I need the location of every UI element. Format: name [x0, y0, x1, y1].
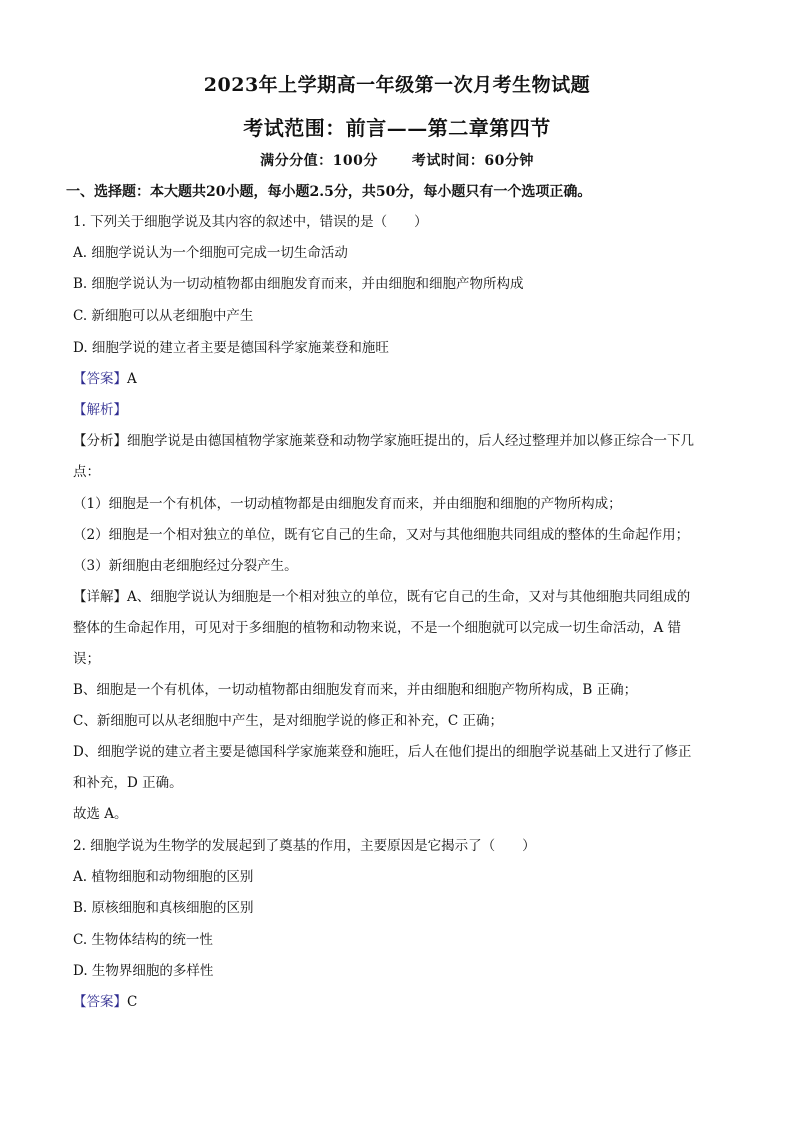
q1-detail-d-cont: 和补充，D 正确。	[73, 775, 183, 791]
q1-detail	[73, 587, 723, 607]
q2-option-c: C. 生物体结构的统一性	[73, 932, 213, 948]
q2-stem: 2. 细胞学说为生物学的发展起到了奠基的作用，主要原因是它揭示了（ ）	[73, 838, 536, 854]
q1-option-a: A. 细胞学说认为一个细胞可完成一切生命活动	[73, 245, 348, 261]
q1-detail-d: D、细胞学说的建立者主要是德国科学家施莱登和施旺，后人在他们提出的细胞学说基础上又进行了修正	[73, 744, 692, 760]
q1-point-3: （3）新细胞由老细胞经过分裂产生。	[73, 558, 298, 574]
detail-tag: 【详解】	[73, 589, 127, 605]
fenxi-text: 细胞学说是由德国植物学家施莱登和动物学家施旺提出的，后人经过整理并加以修正综合一下几	[127, 433, 694, 449]
section-heading: 一、选择题：本大题共20小题，每小题2.5分，共50分，每小题只有一个选项正确。	[66, 184, 592, 200]
q1-fenxi	[73, 431, 723, 451]
exam-title: 2023年上学期高一年级第一次月考生物试题	[203, 74, 591, 96]
q2-answer	[73, 992, 723, 1012]
q1-fenxi-cont: 点：	[73, 464, 100, 480]
q1-option-c: C. 新细胞可以从老细胞中产生	[73, 308, 254, 324]
answer-tag: 【答案】	[73, 371, 127, 387]
q2-option-b: B. 原核细胞和真核细胞的区别	[73, 900, 254, 916]
fenxi-tag: 【分析】	[73, 433, 127, 449]
q1-stem: 1. 下列关于细胞学说及其内容的叙述中，错误的是（ ）	[73, 214, 428, 230]
full-score: 满分分值：100分	[260, 153, 378, 169]
q2-option-d: D. 生物界细胞的多样性	[73, 963, 214, 979]
q1-answer	[73, 369, 723, 389]
q1-point-1: （1）细胞是一个有机体，一切动植物都是由细胞发育而来，并由细胞和细胞的产物所构成；	[73, 496, 622, 512]
q1-detail-cont-1: 整体的生命起作用，可见对于多细胞的植物和动物来说，不是一个细胞就可以完成一切生命活动，A 错	[73, 620, 682, 636]
q1-option-b: B. 细胞学说认为一切动植物都由细胞发育而来，并由细胞和细胞产物所构成	[73, 276, 524, 292]
q1-analysis	[73, 400, 723, 420]
q1-option-d: D. 细胞学说的建立者主要是德国科学家施莱登和施旺	[73, 340, 389, 356]
q2-option-a: A. 植物细胞和动物细胞的区别	[73, 869, 254, 885]
analysis-tag: 【解析】	[73, 402, 127, 418]
detail-text: A、细胞学说认为细胞是一个相对独立的单位，既有它自己的生命，又对与其他细胞共同组成的	[127, 589, 691, 605]
exam-scope: 考试范围：前言——第二章第四节	[243, 116, 551, 140]
q1-detail-c: C、新细胞可以从老细胞中产生，是对细胞学说的修正和补充，C 正确；	[73, 713, 503, 729]
answer-value: C	[127, 994, 138, 1010]
answer-tag: 【答案】	[73, 994, 127, 1010]
q1-detail-cont-2: 误；	[73, 651, 100, 667]
exam-info	[0, 150, 794, 170]
q1-point-2: （2）细胞是一个相对独立的单位，既有它自己的生命，又对与其他细胞共同组成的整体的生命起作用；	[73, 527, 690, 543]
q1-detail-b: B、细胞是一个有机体，一切动植物都由细胞发育而来，并由细胞和细胞产物所构成，B 正确；	[73, 682, 638, 698]
exam-time: 考试时间：60分钟	[411, 153, 534, 169]
answer-value: A	[127, 371, 137, 387]
q1-conclusion: 故选 A。	[73, 806, 128, 822]
